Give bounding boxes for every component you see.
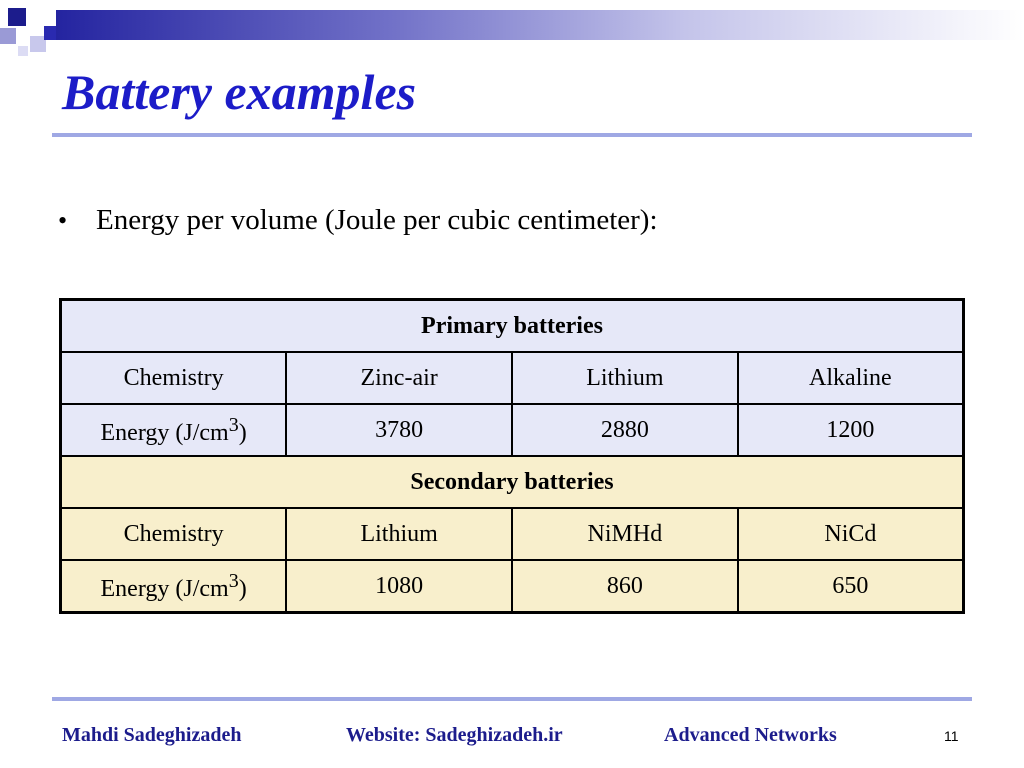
secondary-batteries-heading: Secondary batteries <box>61 456 964 508</box>
primary-batteries-heading: Primary batteries <box>61 300 964 353</box>
table-row <box>61 508 964 560</box>
table-cell: Lithium <box>286 508 512 560</box>
table-cell: NiMHd <box>512 508 738 560</box>
slide-title: Battery examples <box>62 64 417 120</box>
footer-course: Advanced Networks <box>664 724 837 746</box>
table-cell: 1200 <box>738 404 964 456</box>
corner-square-decoration <box>0 28 16 44</box>
table-cell: 3780 <box>286 404 512 456</box>
corner-square-decoration <box>8 8 26 26</box>
chemistry-label: Chemistry <box>61 508 287 560</box>
bullet-icon: • <box>58 206 68 235</box>
page-number: 11 <box>944 728 959 744</box>
footer-website: Website: Sadeghizadeh.ir <box>346 724 563 746</box>
table-cell: Lithium <box>512 352 738 404</box>
table-cell: Zinc-air <box>286 352 512 404</box>
table-cell: 650 <box>738 560 964 613</box>
table-row <box>61 352 964 404</box>
table-row <box>61 456 964 508</box>
title-divider <box>52 133 972 137</box>
table-cell: 1080 <box>286 560 512 613</box>
table-row <box>61 404 964 456</box>
bullet-text: Energy per volume (Joule per cubic centimeter): <box>96 204 658 236</box>
corner-square-decoration <box>18 46 28 56</box>
table-cell: 2880 <box>512 404 738 456</box>
table-row <box>61 300 964 353</box>
bullet-item <box>58 204 658 237</box>
energy-label: Energy $(J/cm^3)$ <box>61 404 287 456</box>
chemistry-label: Chemistry <box>61 352 287 404</box>
table-cell: 860 <box>512 560 738 613</box>
footer-divider <box>52 697 972 701</box>
energy-label: Energy $(J/cm^3)$ <box>61 560 287 613</box>
footer-author: Mahdi Sadeghizadeh <box>62 724 242 746</box>
table-cell: NiCd <box>738 508 964 560</box>
table-cell: Alkaline <box>738 352 964 404</box>
battery-table <box>59 298 965 614</box>
header-gradient-bar <box>56 10 1024 40</box>
table-row <box>61 560 964 613</box>
